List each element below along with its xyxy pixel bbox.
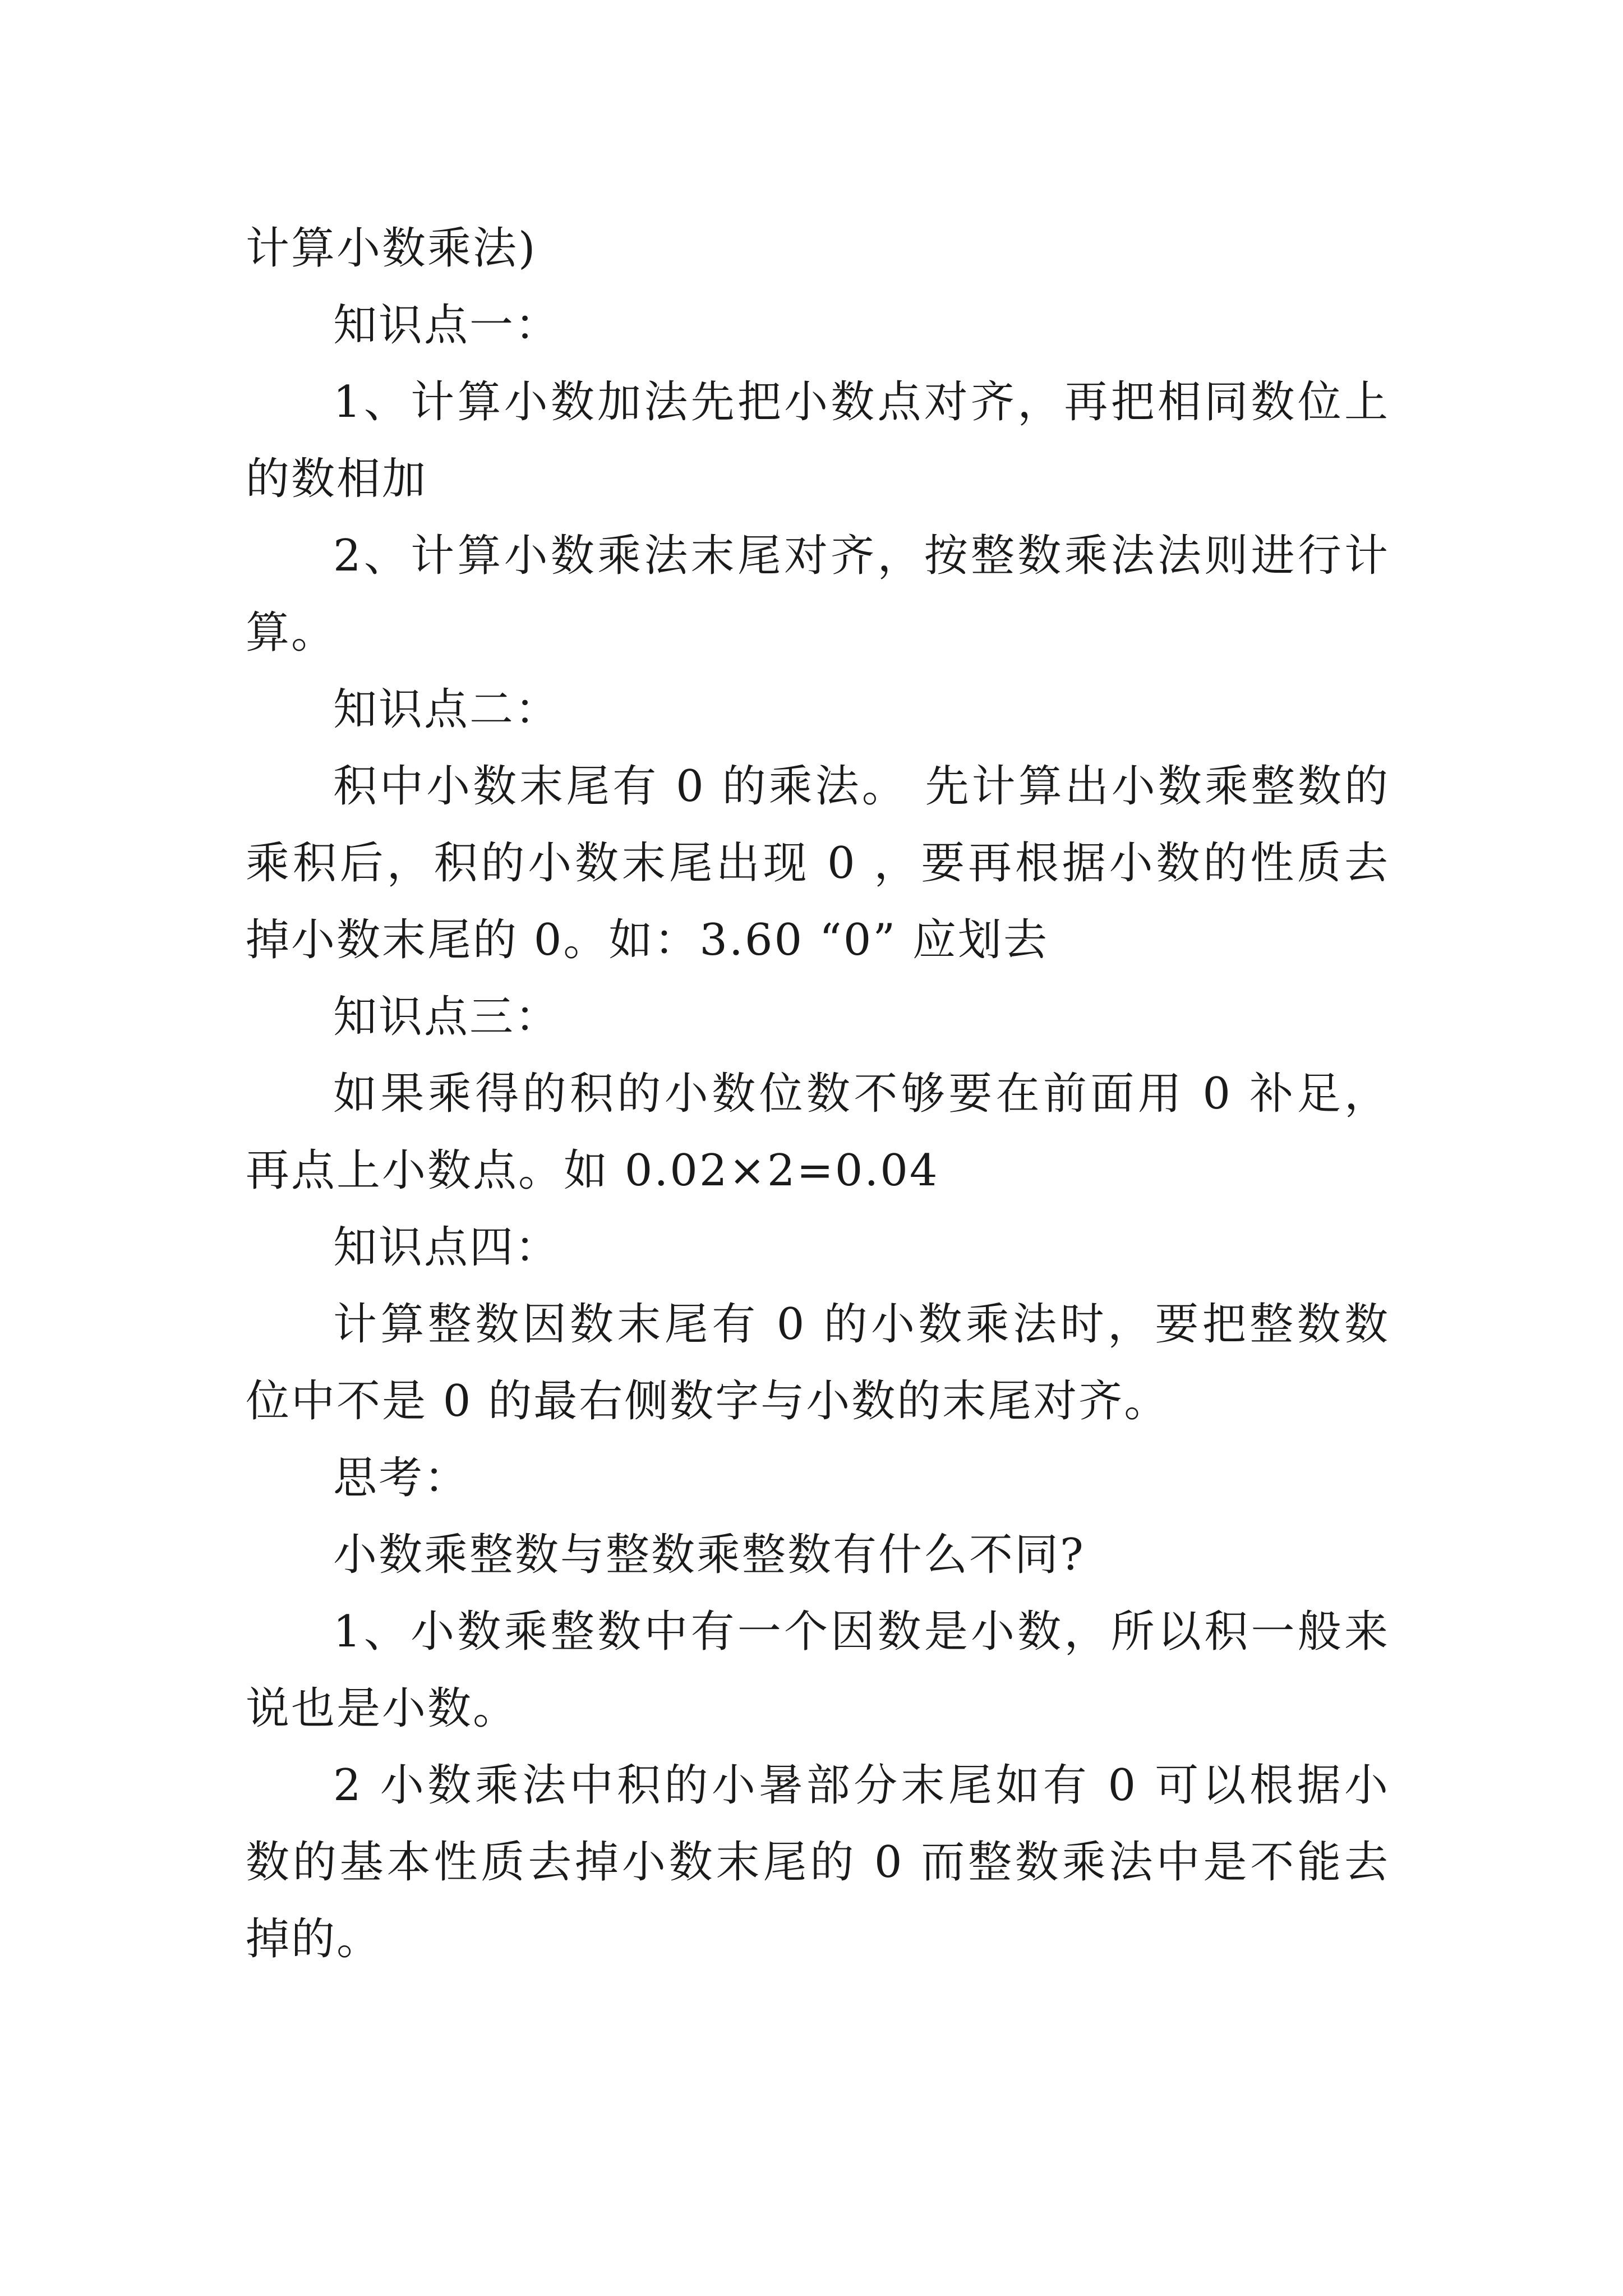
document-body	[246, 210, 1390, 1978]
paragraph: 2 小数乘法中积的小暑部分末尾如有 0 可以根据小数的基本性质去掉小数末尾的 0 而整数乘法中是不能去掉的。	[246, 1760, 1390, 1964]
paragraph: 1、小数乘整数中有一个因数是小数，所以积一般来说也是小数。	[246, 1607, 1390, 1734]
section-title-3: 知识点三：	[333, 992, 561, 1042]
paragraph-heading-continuation: 计算小数乘法)	[246, 223, 537, 274]
paragraph: 计算整数因数末尾有 0 的小数乘法时，要把整数数位中不是 0 的最右侧数字与小数的末尾对齐。	[246, 1299, 1390, 1427]
paragraph: 小数乘整数与整数乘整数有什么不同?	[333, 1530, 1085, 1580]
paragraph: 积中小数末尾有 0 的乘法。 先计算出小数乘整数的乘积后，积的小数末尾出现 0 ，要再根据小数的性质去掉小数末尾的 0。如：3.60 “0” 应划去	[246, 761, 1390, 965]
section-title-1: 知识点一：	[333, 300, 561, 351]
paragraph: 如果乘得的积的小数位数不够要在前面用 0 补足，再点上小数点。如 0.02×2=0.04	[246, 1069, 1390, 1196]
paragraph: 2、计算小数乘法末尾对齐，按整数乘法法则进行计算。	[246, 531, 1390, 658]
section-title-thinking: 思考：	[333, 1453, 470, 1503]
paragraph: 1、计算小数加法先把小数点对齐，再把相同数位上的数相加	[246, 377, 1390, 504]
section-title-4: 知识点四：	[333, 1222, 561, 1273]
section-title-2: 知识点二：	[333, 684, 561, 735]
